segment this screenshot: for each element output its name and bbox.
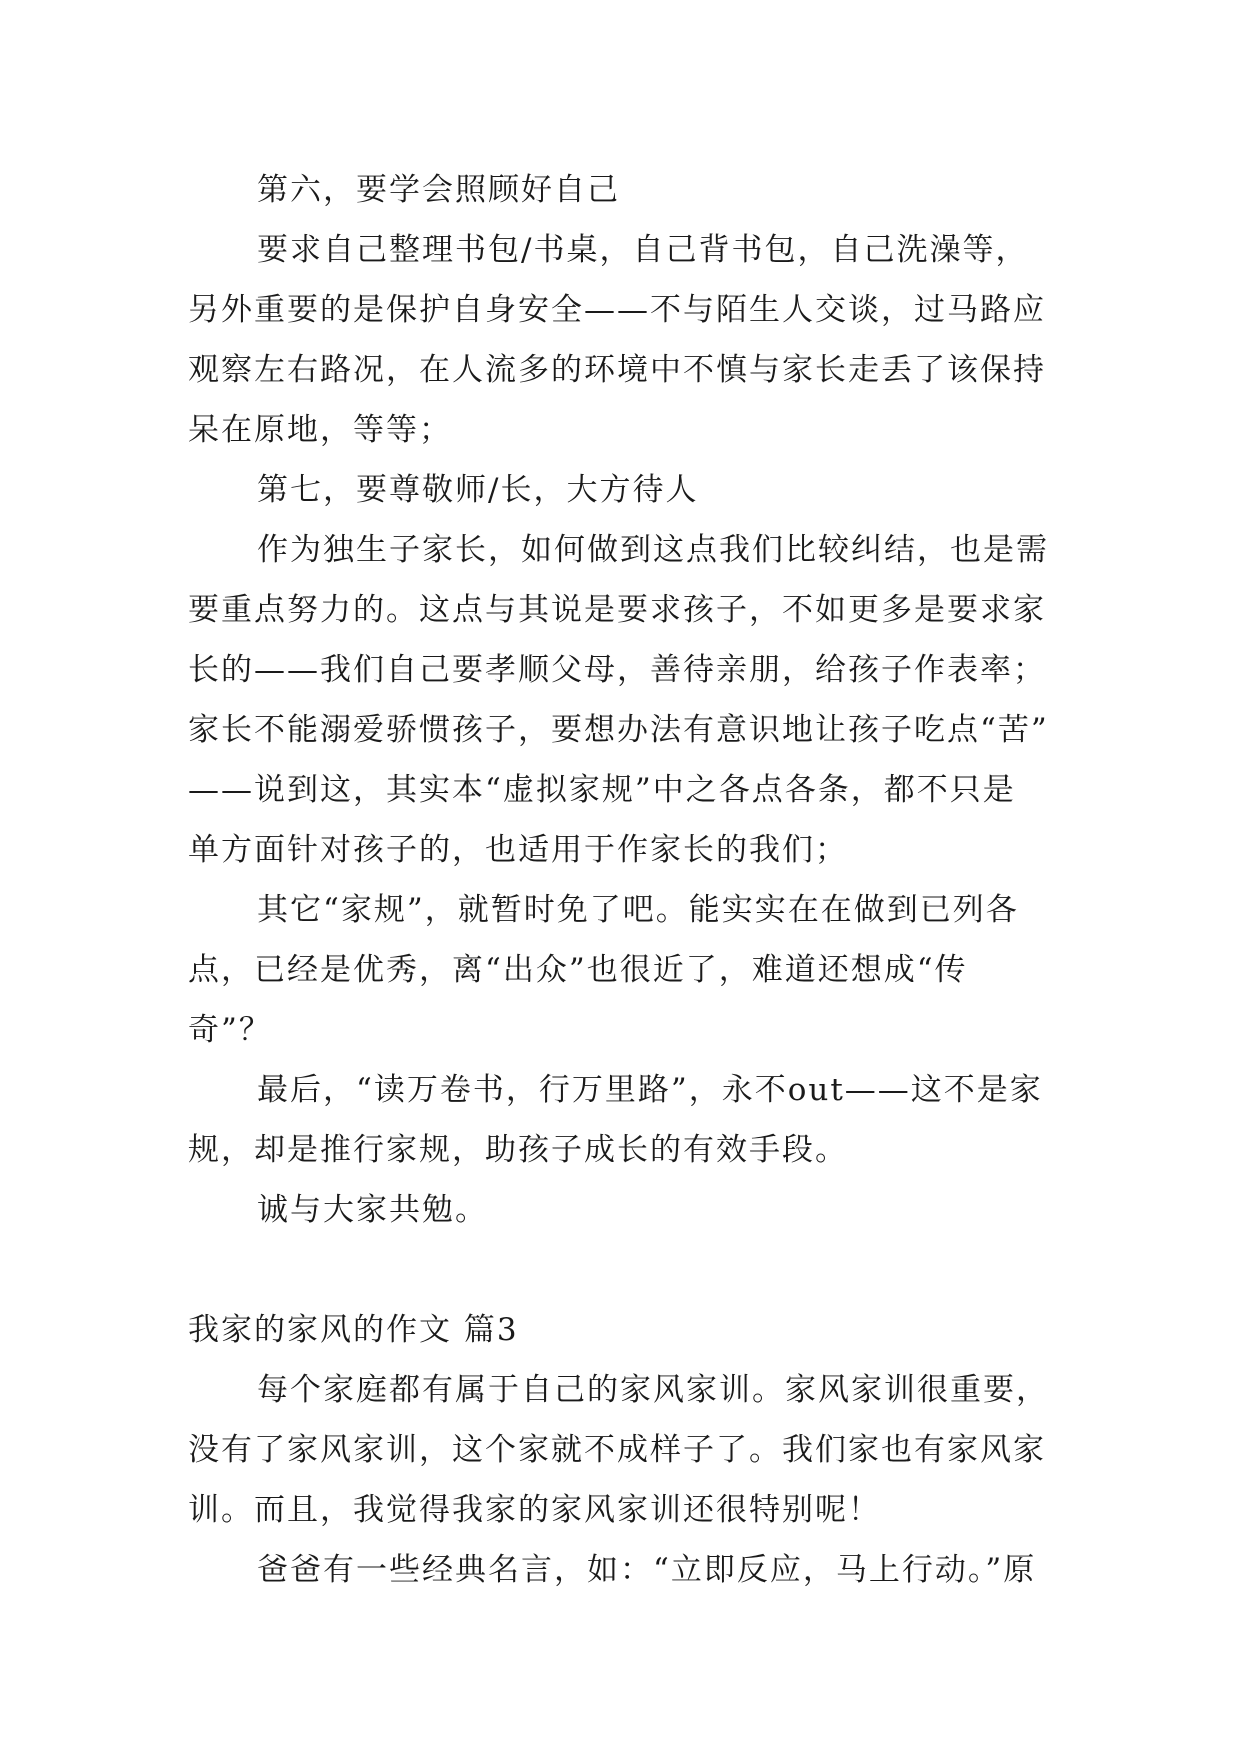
section-heading (188, 1300, 1056, 1360)
text-line: 训。而且，我觉得我家的家风家训还很特别呢！ (188, 1492, 881, 1528)
body-paragraph (188, 460, 1056, 520)
text-line: 其它“家规”，就暂时免了吧。能实实在在做到已列各 (257, 892, 1019, 928)
body-paragraph (188, 220, 1056, 460)
text-line: 第六，要学会照顾好自己 (257, 172, 620, 208)
body-paragraph (188, 520, 1056, 880)
text-line: 单方面针对孩子的，也适用于作家长的我们； (188, 832, 848, 868)
body-paragraph (188, 1180, 1056, 1240)
body-paragraph (188, 1540, 1056, 1600)
text-line: 要重点努力的。这点与其说是要求孩子，不如更多是要求家 (188, 592, 1046, 628)
text-line: 点，已经是优秀，离“出众”也很近了，难道还想成“传 (188, 952, 968, 988)
text-line: 爸爸有一些经典名言，如：“立即反应，马上行动。”原 (257, 1552, 1037, 1588)
text-line: 第七，要尊敬师/长，大方待人 (257, 472, 699, 508)
text-line: 奇”？ (188, 1012, 272, 1048)
text-line: 观察左右路况，在人流多的环境中不慎与家长走丢了该保持 (188, 352, 1046, 388)
text-line: 长的——我们自己要孝顺父母，善待亲朋，给孩子作表率； (188, 652, 1046, 688)
text-line: 规，却是推行家规，助孩子成长的有效手段。 (188, 1132, 848, 1168)
body-paragraph (188, 1360, 1056, 1540)
text-line: 没有了家风家训，这个家就不成样子了。我们家也有家风家 (188, 1432, 1046, 1468)
text-line: 另外重要的是保护自身安全——不与陌生人交谈，过马路应 (188, 292, 1046, 328)
text-line: 每个家庭都有属于自己的家风家训。家风家训很重要， (257, 1372, 1049, 1408)
body-paragraph (188, 160, 1056, 220)
text-line: 诚与大家共勉。 (257, 1192, 488, 1228)
text-line: 最后，“读万卷书，行万里路”，永不out——这不是家 (257, 1072, 1043, 1108)
text-line: 要求自己整理书包/书桌，自己背书包，自己洗澡等， (257, 232, 1029, 268)
text-line: 我家的家风的作文 篇3 (188, 1312, 519, 1348)
body-paragraph (188, 880, 1056, 1060)
text-line: 呆在原地，等等； (188, 412, 452, 448)
text-line: 作为独生子家长，如何做到这点我们比较纠结，也是需 (257, 532, 1049, 568)
text-line: 家长不能溺爱骄惯孩子，要想办法有意识地让孩子吃点“苦” (188, 712, 1049, 748)
text-line: ——说到这，其实本“虚拟家规”中之各点各条，都不只是 (188, 772, 1016, 808)
body-paragraph (188, 1060, 1056, 1180)
paragraph-spacer (188, 1240, 1056, 1300)
document-page (188, 160, 1056, 1600)
